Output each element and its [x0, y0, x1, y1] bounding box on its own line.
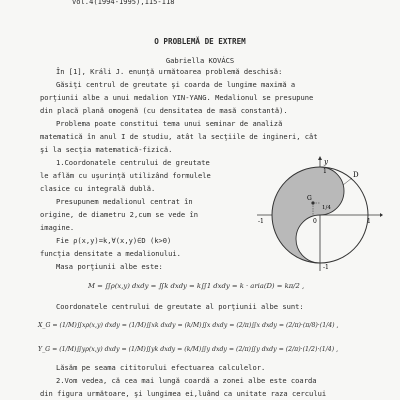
- label-y: y: [324, 158, 328, 166]
- xg-formula: X_G = (1/M)∬xρ(x,y) dxdy = (1/M)∬xk dxdy = (k/M)∬x dxdy = (2/π)∬x dxdy = (2/π)·(π/8)·(1/4) ,: [38, 322, 339, 329]
- text-line: Lăsăm pe seama cititorului efectuarea calculelor.: [56, 363, 266, 372]
- text-line: 2.Vom vedea, că cea mai lungă coardă a zonei albe este coarda: [56, 376, 317, 385]
- text-line: le aflăm cu uşurinţă utilizând formulele: [40, 171, 211, 180]
- author-name: Gabriella KOVÁCS: [165, 56, 235, 65]
- label-d: D: [353, 171, 359, 179]
- text-line: matematică în anul I de studiu, atât la secţiile de ingineri, cât: [40, 132, 318, 141]
- text-line: Problema poate constitui tema unui seminar de analiză: [56, 119, 283, 128]
- text-line: În [1], Králi J. enunţă următoarea problemă deschisă:: [56, 67, 283, 76]
- text-line: din placă plană omogenă (cu densitatea de masă constantă).: [40, 106, 288, 115]
- label-one-y: 1: [323, 168, 327, 175]
- text-line: imagine.: [40, 223, 75, 232]
- text-line: funcţia densitate a medalionului.: [40, 249, 181, 258]
- label-minus-one: -1: [258, 218, 264, 225]
- text-line: clasice cu integrală dublă.: [40, 184, 156, 193]
- text-line: şi la secţia matematică-fizică.: [40, 145, 173, 154]
- x-axis-arrow: [380, 213, 383, 217]
- text-line: 1.Coordonatele centrului de greutate: [56, 158, 210, 167]
- yg-formula: Y_G = (1/M)∬yρ(x,y) dxdy = (1/M)∬yk dxdy = (k/M)∬y dxdy = (2/π)∬y dxdy = (2/π)·(1/2)·(1/4) ,: [38, 346, 339, 353]
- text-line: Fie ρ(x,y)=k,∀(x,y)∈D (k>0): [56, 236, 172, 245]
- text-line: Presupunem medalionul centrat în: [56, 197, 193, 206]
- text-line: Coordonatele centrului de greutate al porţiunii albe sunt:: [56, 302, 304, 311]
- label-minus-one-y: -1: [323, 264, 329, 271]
- label-zero: 0: [313, 218, 317, 225]
- page-title: O PROBLEMĂ DE EXTREM: [154, 37, 246, 46]
- label-d-pointer: [343, 178, 352, 185]
- text-line: din figura următoare, şi lungimea ei,luând ca unitate raza cercului: [40, 389, 327, 398]
- text-line: origine, de diametru 2,cum se vede în: [40, 210, 199, 219]
- label-quarter: 1/4: [322, 205, 331, 211]
- page-header: Vol.4(1994-1995),115-118: [72, 0, 175, 6]
- mass-formula: M = ∬ρ(x,y) dxdy = ∬k dxdy = k∬1 dxdy = k · aria(D) = kπ/2 ,: [88, 282, 305, 290]
- yin-yang-figure: [255, 155, 383, 273]
- label-g: G: [307, 195, 312, 202]
- text-line: Găsiţi centrul de greutate şi coarda de lungime maximă a: [56, 80, 296, 89]
- text-line: porţiunii albe a unui medalion YIN-YANG. Medalionul se presupune: [40, 93, 314, 102]
- label-one-x: 1: [367, 218, 371, 225]
- y-axis-arrow: [318, 156, 322, 160]
- text-line: Masa porţiunii albe este:: [56, 262, 163, 271]
